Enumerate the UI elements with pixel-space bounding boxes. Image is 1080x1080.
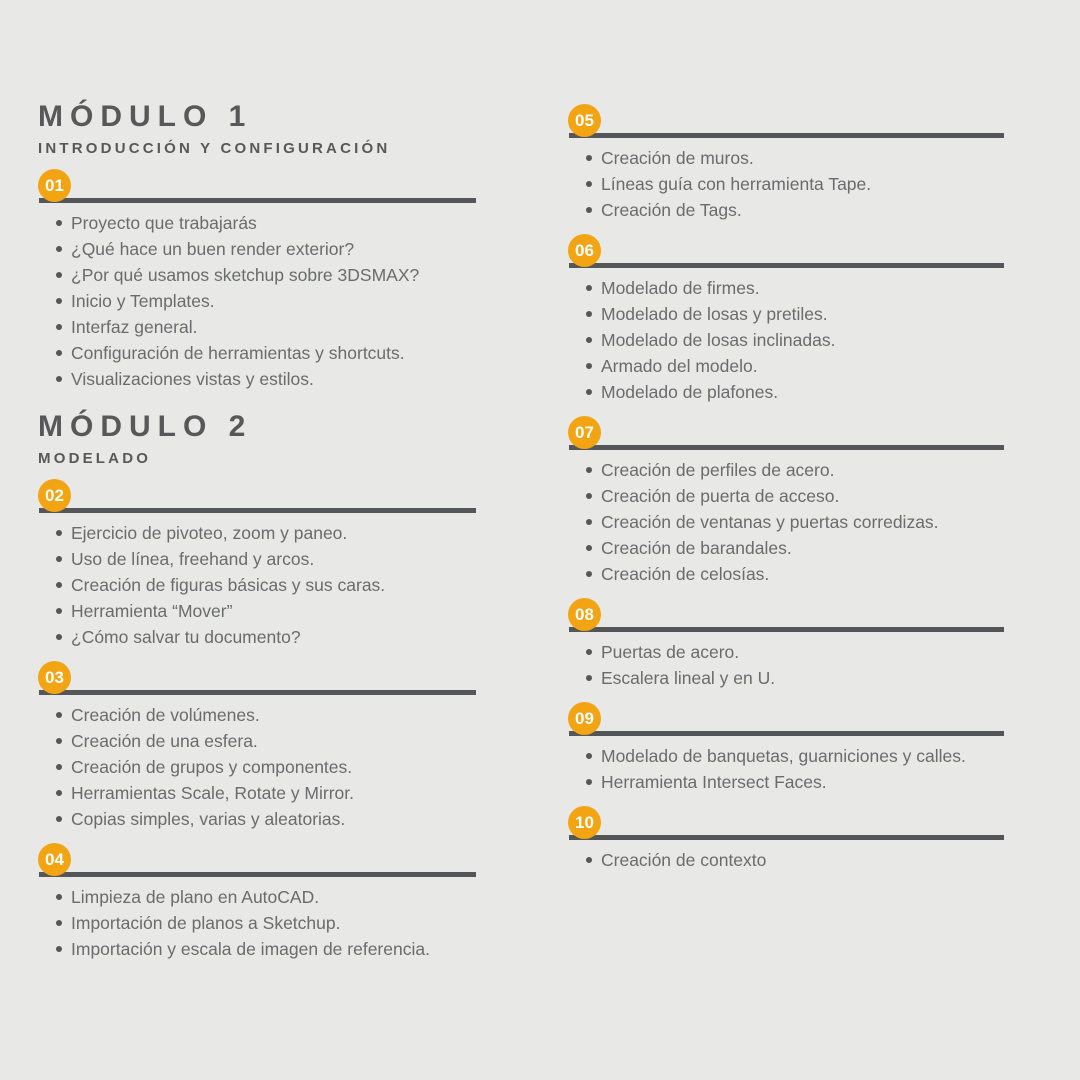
list-item: [38, 598, 476, 624]
list-item-text: Creación de celosías.: [601, 564, 770, 584]
list-item-text: Escalera lineal y en U.: [601, 668, 776, 688]
bullet-icon: [586, 571, 592, 577]
bullet-icon: [56, 712, 62, 718]
section-rule: [39, 508, 476, 513]
bullet-icon: [586, 675, 592, 681]
list-item: [38, 572, 476, 598]
list-item: [38, 702, 476, 728]
list-item: [38, 728, 476, 754]
section-items: [38, 210, 476, 392]
list-item-text: Creación de grupos y componentes.: [71, 757, 353, 777]
section-items: [38, 884, 476, 962]
list-item: [568, 457, 1004, 483]
bullet-icon: [586, 285, 592, 291]
list-item: [38, 624, 476, 650]
bullet-icon: [56, 530, 62, 536]
list-item: [568, 301, 1004, 327]
list-item: [38, 210, 476, 236]
section-head: [38, 661, 476, 695]
bullet-icon: [586, 311, 592, 317]
list-item: [38, 520, 476, 546]
section-items: [38, 702, 476, 832]
section-number-badge: 03: [38, 661, 71, 694]
bullet-icon: [56, 738, 62, 744]
bullet-icon: [56, 324, 62, 330]
list-item: [568, 145, 1004, 171]
section-head: [568, 416, 1004, 450]
section-number-badge: 02: [38, 479, 71, 512]
bullet-icon: [586, 363, 592, 369]
list-item: [38, 910, 476, 936]
bullet-icon: [586, 155, 592, 161]
right-column: [568, 104, 1004, 873]
list-item-text: Creación de ventanas y puertas corredizas.: [601, 512, 939, 532]
module-title: MÓDULO 2: [38, 410, 253, 443]
list-item-text: Creación de muros.: [601, 148, 754, 168]
list-item: [38, 936, 476, 962]
section-items: [568, 275, 1004, 405]
section-number-badge: 05: [568, 104, 601, 137]
list-item-text: Creación de volúmenes.: [71, 705, 260, 725]
bullet-icon: [56, 556, 62, 562]
bullet-icon: [586, 493, 592, 499]
section-head: [38, 169, 476, 203]
list-item: [38, 884, 476, 910]
section-07: [568, 416, 1004, 587]
bullet-icon: [586, 519, 592, 525]
bullet-icon: [586, 467, 592, 473]
list-item-text: Herramientas Scale, Rotate y Mirror.: [71, 783, 355, 803]
section-items: [568, 743, 1004, 795]
list-item-text: Creación de contexto: [601, 850, 767, 870]
section-04: [38, 843, 476, 962]
list-item-text: Creación de Tags.: [601, 200, 742, 220]
section-rule: [569, 263, 1004, 268]
list-item-text: Proyecto que trabajarás: [71, 213, 257, 233]
list-item-text: Creación de figuras básicas y sus caras.: [71, 575, 386, 595]
list-item: [568, 665, 1004, 691]
section-number-badge: 01: [38, 169, 71, 202]
list-item: [568, 561, 1004, 587]
list-item-text: Creación de puerta de acceso.: [601, 486, 840, 506]
list-item: [568, 847, 1004, 873]
list-item-text: Modelado de losas y pretiles.: [601, 304, 828, 324]
section-items: [568, 639, 1004, 691]
bullet-icon: [586, 753, 592, 759]
bullet-icon: [56, 790, 62, 796]
section-rule: [39, 872, 476, 877]
list-item-text: Interfaz general.: [71, 317, 198, 337]
bullet-icon: [586, 389, 592, 395]
bullet-icon: [56, 220, 62, 226]
list-item-text: Importación de planos a Sketchup.: [71, 913, 341, 933]
bullet-icon: [56, 298, 62, 304]
section-items: [568, 847, 1004, 873]
list-item: [568, 327, 1004, 353]
list-item-text: Modelado de losas inclinadas.: [601, 330, 836, 350]
list-item-text: ¿Cómo salvar tu documento?: [71, 627, 301, 647]
list-item: [38, 366, 476, 392]
module-subtitle: MODELADO: [38, 450, 152, 467]
bullet-icon: [56, 764, 62, 770]
list-item-text: Limpieza de plano en AutoCAD.: [71, 887, 320, 907]
bullet-icon: [56, 376, 62, 382]
bullet-icon: [586, 857, 592, 863]
bullet-icon: [586, 207, 592, 213]
section-rule: [569, 731, 1004, 736]
list-item-text: Visualizaciones vistas y estilos.: [71, 369, 314, 389]
bullet-icon: [56, 608, 62, 614]
bullet-icon: [56, 894, 62, 900]
list-item-text: Creación de una esfera.: [71, 731, 258, 751]
list-item-text: Copias simples, varias y aleatorias.: [71, 809, 346, 829]
list-item: [568, 275, 1004, 301]
section-02: [38, 479, 476, 650]
section-number-badge: 08: [568, 598, 601, 631]
section-head: [38, 843, 476, 877]
module-header: [38, 410, 476, 468]
list-item-text: Uso de línea, freehand y arcos.: [71, 549, 315, 569]
bullet-icon: [56, 920, 62, 926]
list-item-text: ¿Por qué usamos sketchup sobre 3DSMAX?: [71, 265, 420, 285]
list-item-text: Armado del modelo.: [601, 356, 758, 376]
list-item: [568, 535, 1004, 561]
bullet-icon: [586, 545, 592, 551]
section-head: [38, 479, 476, 513]
bullet-icon: [586, 649, 592, 655]
list-item-text: Herramienta “Mover”: [71, 601, 233, 621]
section-10: [568, 806, 1004, 873]
section-number-badge: 07: [568, 416, 601, 449]
section-number-badge: 04: [38, 843, 71, 876]
list-item-text: Modelado de plafones.: [601, 382, 779, 402]
list-item-text: Importación y escala de imagen de referencia.: [71, 939, 430, 959]
bullet-icon: [56, 946, 62, 952]
bullet-icon: [56, 582, 62, 588]
list-item: [38, 262, 476, 288]
list-item: [38, 780, 476, 806]
section-rule: [39, 690, 476, 695]
section-items: [568, 457, 1004, 587]
section-head: [568, 234, 1004, 268]
list-item-text: Creación de barandales.: [601, 538, 792, 558]
section-03: [38, 661, 476, 832]
section-rule: [569, 835, 1004, 840]
section-items: [38, 520, 476, 650]
section-number-badge: 09: [568, 702, 601, 735]
list-item-text: Configuración de herramientas y shortcuts.: [71, 343, 405, 363]
list-item-text: Líneas guía con herramienta Tape.: [601, 174, 872, 194]
section-08: [568, 598, 1004, 691]
section-09: [568, 702, 1004, 795]
list-item: [38, 806, 476, 832]
list-item: [38, 754, 476, 780]
section-number-badge: 10: [568, 806, 601, 839]
section-05: [568, 104, 1004, 223]
bullet-icon: [56, 246, 62, 252]
bullet-icon: [56, 272, 62, 278]
list-item: [568, 639, 1004, 665]
section-01: [38, 169, 476, 392]
list-item: [568, 509, 1004, 535]
bullet-icon: [586, 779, 592, 785]
list-item-text: Ejercicio de pivoteo, zoom y paneo.: [71, 523, 348, 543]
section-rule: [569, 133, 1004, 138]
bullet-icon: [56, 350, 62, 356]
list-item-text: Herramienta Intersect Faces.: [601, 772, 827, 792]
module-subtitle: INTRODUCCIÓN Y CONFIGURACIÓN: [38, 140, 391, 157]
list-item-text: Inicio y Templates.: [71, 291, 215, 311]
list-item: [568, 483, 1004, 509]
list-item: [38, 340, 476, 366]
list-item: [568, 379, 1004, 405]
bullet-icon: [56, 634, 62, 640]
section-rule: [569, 445, 1004, 450]
left-column: [38, 100, 476, 962]
section-rule: [39, 198, 476, 203]
bullet-icon: [586, 181, 592, 187]
list-item-text: Puertas de acero.: [601, 642, 740, 662]
list-item: [568, 171, 1004, 197]
section-head: [568, 598, 1004, 632]
list-item-text: Modelado de banquetas, guarniciones y calles.: [601, 746, 966, 766]
list-item: [38, 288, 476, 314]
list-item: [568, 353, 1004, 379]
module-header: [38, 100, 476, 158]
section-items: [568, 145, 1004, 223]
section-number-badge: 06: [568, 234, 601, 267]
module-title: MÓDULO 1: [38, 100, 253, 133]
list-item: [568, 197, 1004, 223]
bullet-icon: [56, 816, 62, 822]
list-item-text: Modelado de firmes.: [601, 278, 760, 298]
list-item: [568, 743, 1004, 769]
section-head: [568, 702, 1004, 736]
section-head: [568, 806, 1004, 840]
list-item: [38, 314, 476, 340]
bullet-icon: [586, 337, 592, 343]
list-item-text: Creación de perfiles de acero.: [601, 460, 835, 480]
list-item: [38, 546, 476, 572]
section-rule: [569, 627, 1004, 632]
list-item: [38, 236, 476, 262]
list-item-text: ¿Qué hace un buen render exterior?: [71, 239, 355, 259]
section-06: [568, 234, 1004, 405]
section-head: [568, 104, 1004, 138]
list-item: [568, 769, 1004, 795]
